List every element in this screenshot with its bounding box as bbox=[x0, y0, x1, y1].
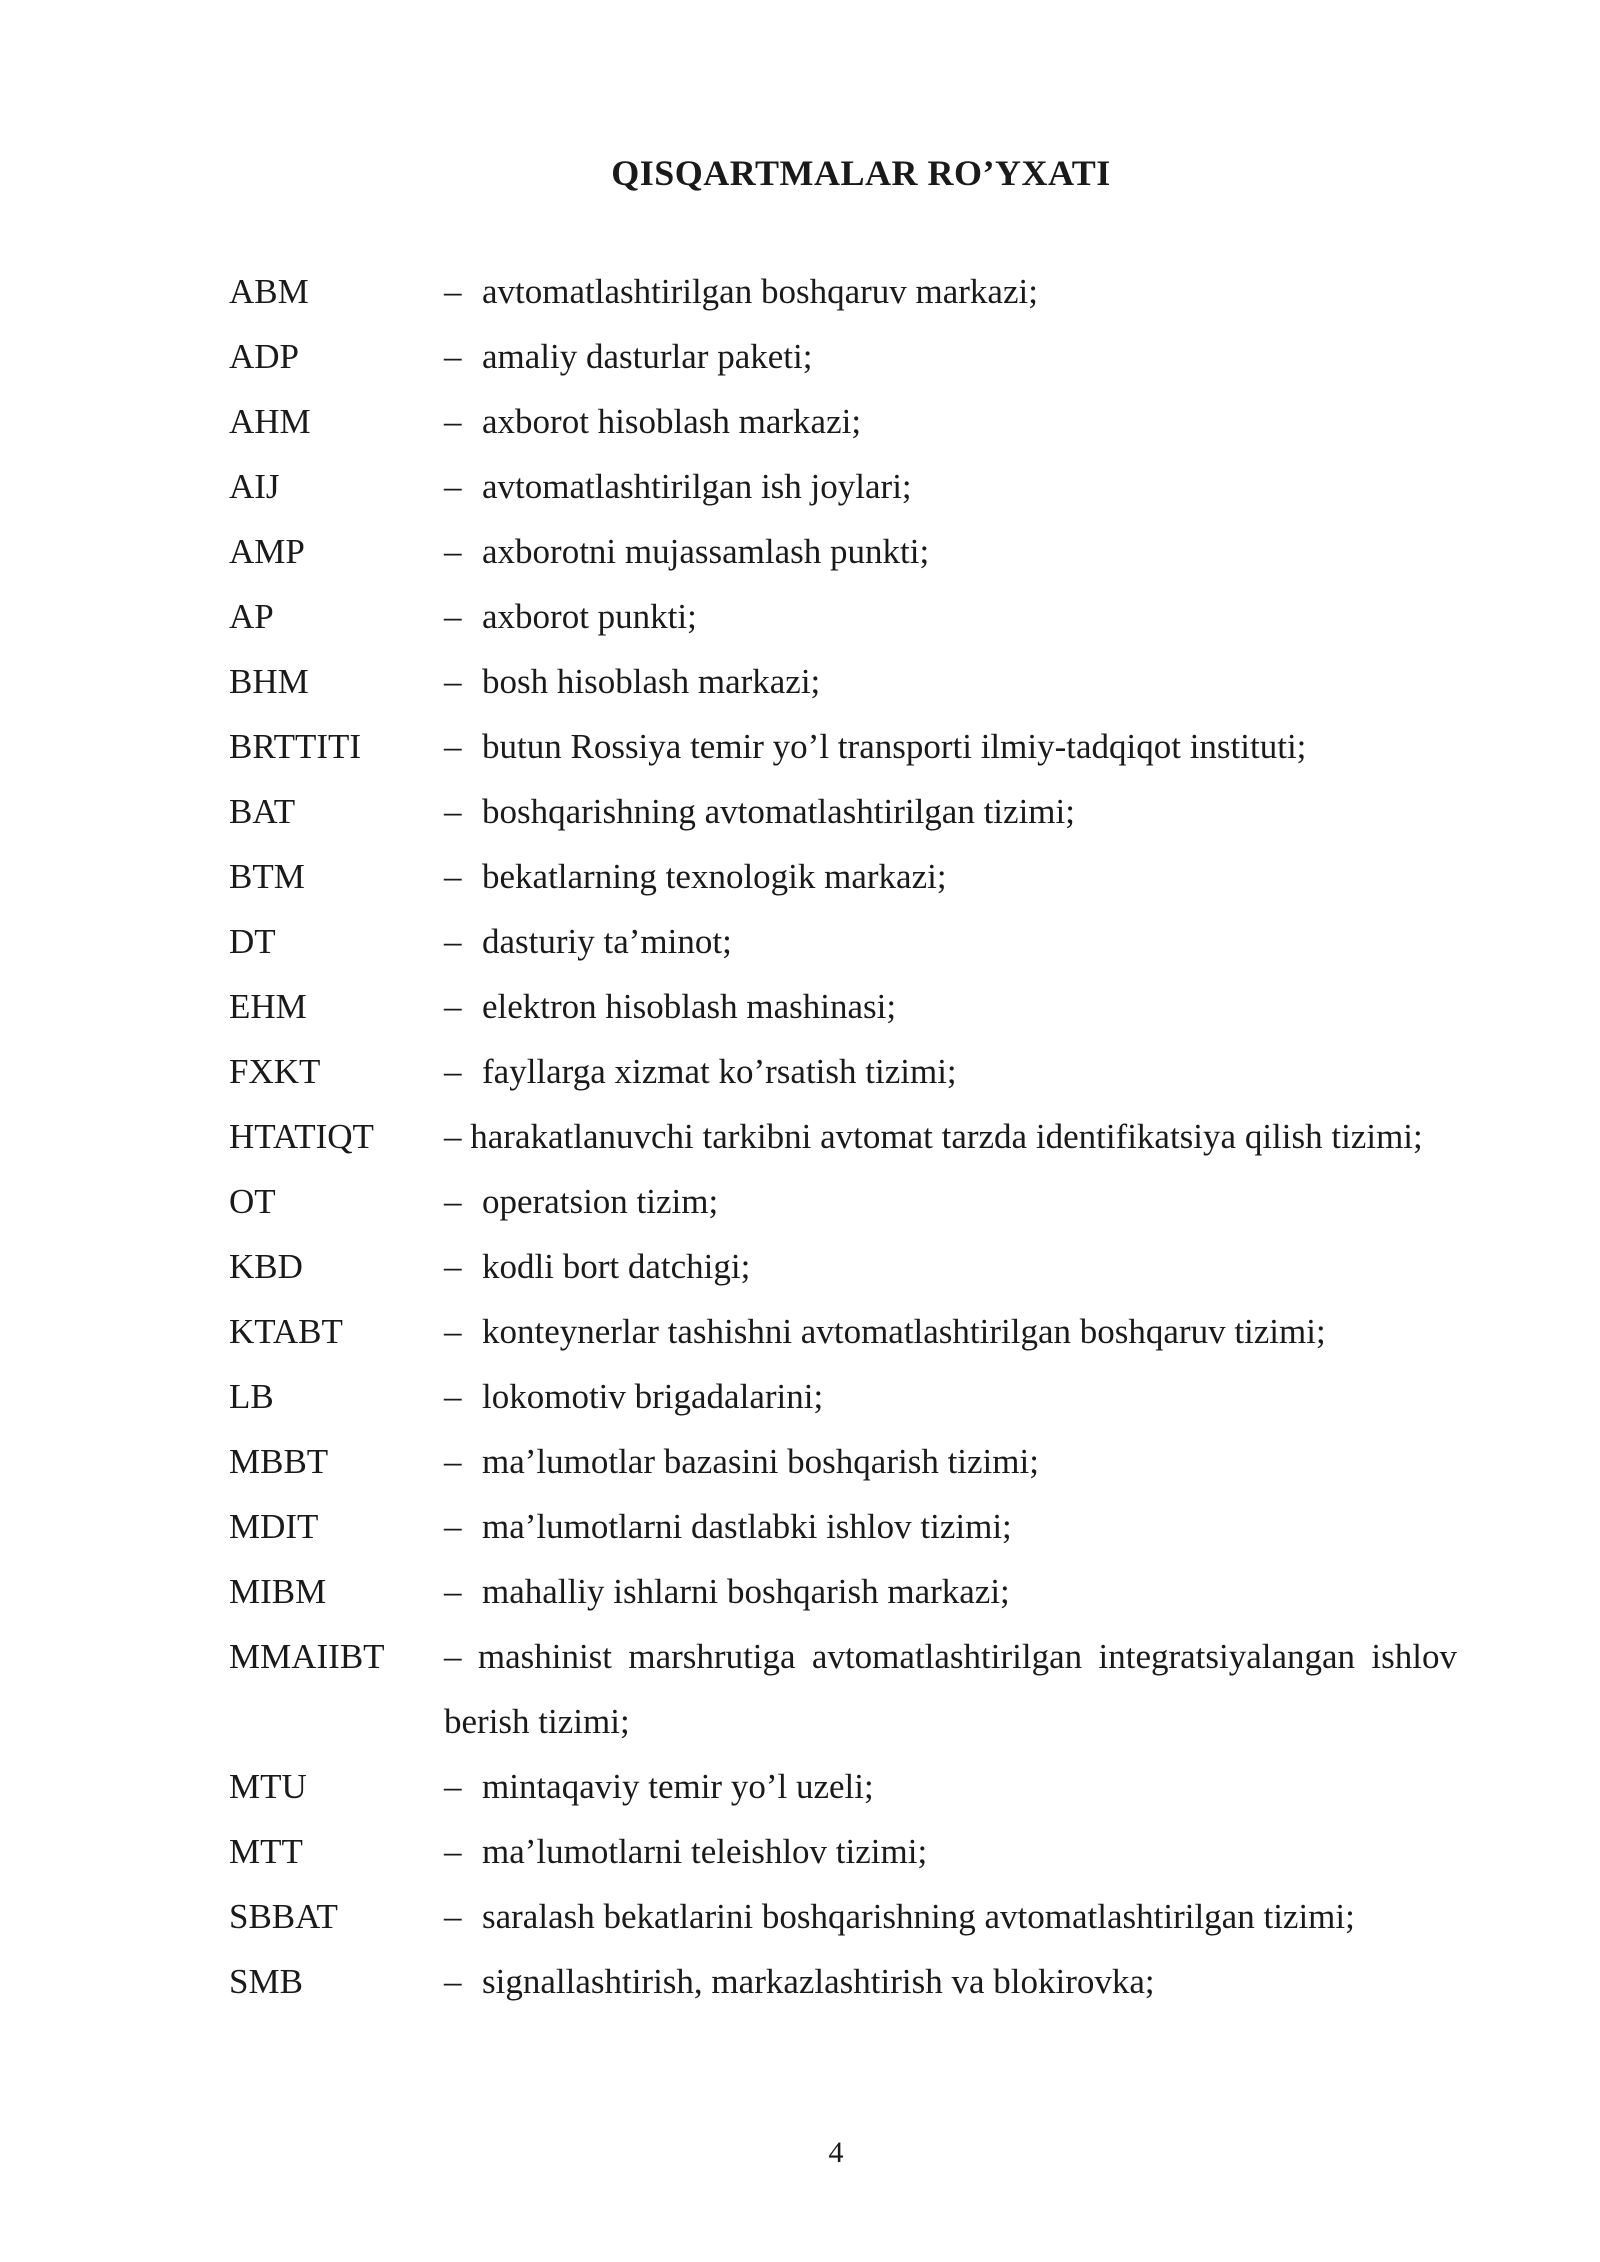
dash: – bbox=[444, 662, 462, 701]
definition-text: mahalliy ishlarni boshqarish markazi; bbox=[482, 1572, 1010, 1611]
definition-text: mintaqaviy temir yo’l uzeli; bbox=[482, 1767, 874, 1806]
abbreviation-list bbox=[229, 259, 1457, 2014]
list-item bbox=[229, 649, 1457, 714]
abbreviation: MTT bbox=[229, 1832, 303, 1871]
definition-text: bosh hisoblash markazi; bbox=[482, 662, 821, 701]
abbreviation: ADP bbox=[229, 337, 300, 376]
abbreviation: MTU bbox=[229, 1767, 307, 1806]
abbreviation: AMP bbox=[229, 532, 305, 571]
dash: – bbox=[444, 1247, 462, 1286]
dash: – bbox=[444, 1312, 462, 1351]
definition-text: ma’lumotlarni dastlabki ishlov tizimi; bbox=[482, 1507, 1012, 1546]
definition-text: ma’lumotlar bazasini boshqarish tizimi; bbox=[482, 1442, 1039, 1481]
dash: – bbox=[444, 922, 462, 961]
definition bbox=[444, 1754, 1457, 1819]
abbreviation: BRTTITI bbox=[229, 727, 362, 766]
list-item bbox=[229, 1819, 1457, 1884]
definition-text: kodli bort datchigi; bbox=[482, 1247, 751, 1286]
definition bbox=[444, 1234, 1457, 1299]
definition-text: harakatlanuvchi tarkibni avtomat tarzda identifikatsiya qilish tizimi; bbox=[470, 1117, 1423, 1156]
definition bbox=[444, 1884, 1457, 1949]
abbreviation: BHM bbox=[229, 662, 309, 701]
abbreviation: AP bbox=[229, 597, 274, 636]
definition bbox=[444, 714, 1457, 779]
definition bbox=[444, 324, 1457, 389]
list-item bbox=[229, 1884, 1457, 1949]
definition bbox=[444, 1819, 1457, 1884]
dash: – bbox=[444, 1767, 462, 1806]
dash: – bbox=[444, 1117, 462, 1156]
abbreviation: KBD bbox=[229, 1247, 303, 1286]
definition bbox=[444, 259, 1457, 324]
definition bbox=[444, 1039, 1457, 1104]
abbreviation: MDIT bbox=[229, 1507, 319, 1546]
definition-text: axborot hisoblash markazi; bbox=[482, 402, 862, 441]
definition bbox=[444, 519, 1457, 584]
dash: – bbox=[444, 1052, 462, 1091]
definition bbox=[444, 1624, 1457, 1754]
list-item bbox=[229, 584, 1457, 649]
list-item bbox=[229, 844, 1457, 909]
definition-text: konteynerlar tashishni avtomatlashtirilgan boshqaruv tizimi; bbox=[482, 1312, 1326, 1351]
abbreviation: DT bbox=[229, 922, 276, 961]
dash: – bbox=[444, 532, 462, 571]
abbreviation: OT bbox=[229, 1182, 276, 1221]
dash: – bbox=[444, 597, 462, 636]
definition-text: axborot punkti; bbox=[482, 597, 697, 636]
list-item bbox=[229, 714, 1457, 779]
definition bbox=[444, 1299, 1457, 1364]
definition bbox=[444, 1169, 1457, 1234]
definition bbox=[444, 1104, 1457, 1169]
list-item bbox=[229, 454, 1457, 519]
definition-text: axborotni mujassamlash punkti; bbox=[482, 532, 930, 571]
definition-text: saralash bekatlarini boshqarishning avtomatlashtirilgan tizimi; bbox=[482, 1897, 1355, 1936]
list-item bbox=[229, 974, 1457, 1039]
definition bbox=[444, 1949, 1457, 2014]
definition bbox=[444, 779, 1457, 844]
dash: – bbox=[444, 1897, 462, 1936]
definition bbox=[444, 1429, 1457, 1494]
definition bbox=[444, 454, 1457, 519]
list-item bbox=[229, 1559, 1457, 1624]
dash: – bbox=[444, 1637, 462, 1676]
abbreviation: MBBT bbox=[229, 1442, 329, 1481]
definition-text: avtomatlashtirilgan ish joylari; bbox=[482, 467, 912, 506]
list-item bbox=[229, 1949, 1457, 2014]
list-item bbox=[229, 1299, 1457, 1364]
abbreviation: MIBM bbox=[229, 1572, 327, 1611]
definition-text: boshqarishning avtomatlashtirilgan tizimi; bbox=[482, 792, 1075, 831]
page-number: 4 bbox=[828, 2136, 844, 2169]
definition-text: operatsion tizim; bbox=[482, 1182, 719, 1221]
dash: – bbox=[444, 987, 462, 1026]
dash: – bbox=[444, 1377, 462, 1416]
list-item bbox=[229, 259, 1457, 324]
abbreviation: LB bbox=[229, 1377, 274, 1416]
abbreviation: SMB bbox=[229, 1962, 303, 2001]
dash: – bbox=[444, 1832, 462, 1871]
definition-text: amaliy dasturlar paketi; bbox=[482, 337, 813, 376]
list-item bbox=[229, 909, 1457, 974]
abbreviation: MMAIIBT bbox=[229, 1637, 385, 1676]
definition-text: ma’lumotlarni teleishlov tizimi; bbox=[482, 1832, 928, 1871]
definition-text: bekatlarning texnologik markazi; bbox=[482, 857, 947, 896]
list-item bbox=[229, 1364, 1457, 1429]
list-item bbox=[229, 779, 1457, 844]
definition-text: dasturiy ta’minot; bbox=[482, 922, 732, 961]
list-item bbox=[229, 1624, 1457, 1754]
dash: – bbox=[444, 1442, 462, 1481]
abbreviation: KTABT bbox=[229, 1312, 343, 1351]
list-item bbox=[229, 1234, 1457, 1299]
dash: – bbox=[444, 467, 462, 506]
definition-text: mashinist marshrutiga avtomatlashtirilgan integratsiyalangan ishlov berish tizimi; bbox=[444, 1637, 1457, 1741]
list-item bbox=[229, 1429, 1457, 1494]
dash: – bbox=[444, 1962, 462, 2001]
list-item bbox=[229, 1169, 1457, 1234]
dash: – bbox=[444, 272, 462, 311]
dash: – bbox=[444, 792, 462, 831]
abbreviation: BTM bbox=[229, 857, 305, 896]
definition-text: elektron hisoblash mashinasi; bbox=[482, 987, 897, 1026]
definition bbox=[444, 909, 1457, 974]
definition-text: butun Rossiya temir yo’l transporti ilmiy-tadqiqot instituti; bbox=[482, 727, 1307, 766]
definition-text: lokomotiv brigadalarini; bbox=[482, 1377, 824, 1416]
dash: – bbox=[444, 1182, 462, 1221]
dash: – bbox=[444, 1572, 462, 1611]
definition bbox=[444, 1364, 1457, 1429]
list-item bbox=[229, 1754, 1457, 1819]
dash: – bbox=[444, 337, 462, 376]
dash: – bbox=[444, 727, 462, 766]
abbreviation: ABM bbox=[229, 272, 309, 311]
definition bbox=[444, 974, 1457, 1039]
dash: – bbox=[444, 857, 462, 896]
definition bbox=[444, 584, 1457, 649]
abbreviation: HTATIQT bbox=[229, 1117, 374, 1156]
definition bbox=[444, 389, 1457, 454]
list-item bbox=[229, 1494, 1457, 1559]
list-item bbox=[229, 324, 1457, 389]
abbreviation: EHM bbox=[229, 987, 307, 1026]
definition-text: avtomatlashtirilgan boshqaruv markazi; bbox=[482, 272, 1038, 311]
abbreviation: AHM bbox=[229, 402, 311, 441]
dash: – bbox=[444, 1507, 462, 1546]
definition bbox=[444, 1559, 1457, 1624]
abbreviation: FXKT bbox=[229, 1052, 321, 1091]
definition bbox=[444, 649, 1457, 714]
definition-text: signallashtirish, markazlashtirish va blokirovka; bbox=[482, 1962, 1155, 2001]
abbreviation: SBBAT bbox=[229, 1897, 338, 1936]
abbreviation: BAT bbox=[229, 792, 296, 831]
list-item bbox=[229, 1039, 1457, 1104]
list-item bbox=[229, 519, 1457, 584]
definition bbox=[444, 1494, 1457, 1559]
abbreviation: AIJ bbox=[229, 467, 280, 506]
page-title: QISQARTMALAR RO’YXATI bbox=[611, 153, 1111, 193]
definition bbox=[444, 844, 1457, 909]
list-item bbox=[229, 389, 1457, 454]
list-item bbox=[229, 1104, 1457, 1169]
dash: – bbox=[444, 402, 462, 441]
definition-text: fayllarga xizmat ko’rsatish tizimi; bbox=[482, 1052, 957, 1091]
